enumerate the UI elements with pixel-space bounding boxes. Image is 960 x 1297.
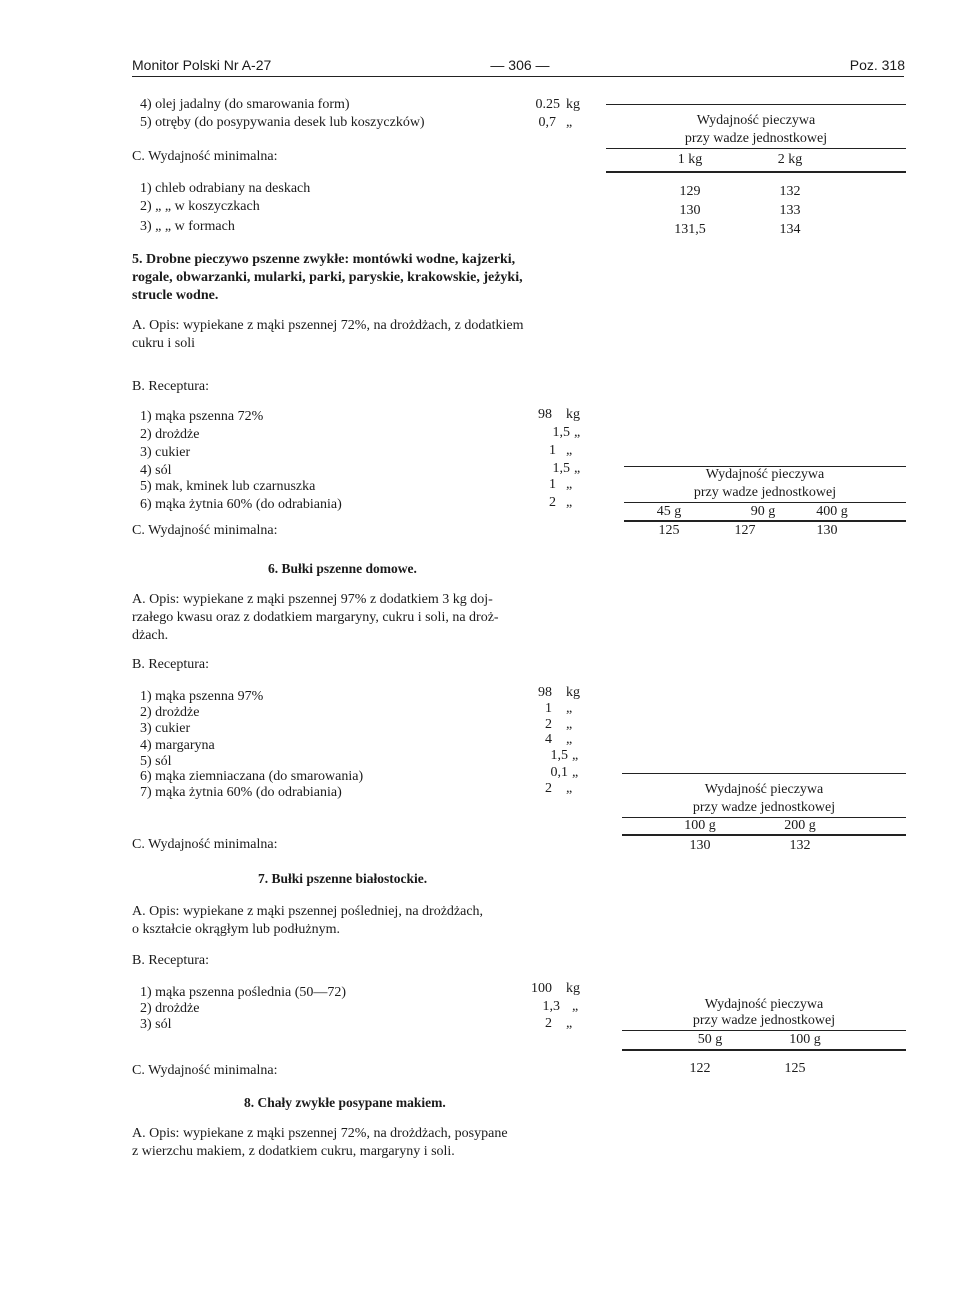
ingredient-qty: 2 bbox=[545, 717, 552, 732]
table-cell: 130 bbox=[816, 523, 838, 538]
ingredient-unit: „ bbox=[566, 781, 573, 796]
ingredient-item: 4) olej jadalny (do smarowania form) bbox=[140, 97, 350, 112]
ingredient-unit: „ bbox=[572, 999, 579, 1014]
section-7-yield-label: C. Wydajność minimalna: bbox=[132, 1063, 278, 1078]
column-header: 50 g bbox=[697, 1032, 723, 1047]
column-header: 100 g bbox=[789, 1032, 821, 1047]
table-rule bbox=[606, 104, 906, 105]
table-cell: 131,5 bbox=[674, 222, 706, 237]
ingredient-qty: 0.25 bbox=[535, 97, 560, 112]
ingredient-qty: 1 bbox=[545, 701, 552, 716]
ingredient-unit: „ bbox=[566, 443, 573, 458]
table-cell: 125 bbox=[658, 523, 680, 538]
ingredient-item: 3) sól bbox=[140, 1017, 172, 1032]
table-title: Wydajność pieczywa bbox=[705, 467, 825, 482]
column-header: 100 g bbox=[684, 818, 716, 833]
ingredient-unit: „ bbox=[566, 477, 573, 492]
table-cell: 132 bbox=[779, 184, 801, 199]
table-cell: 132 bbox=[789, 838, 811, 853]
ingredient-item: 4) margaryna bbox=[140, 738, 215, 753]
table-cell: 122 bbox=[689, 1061, 711, 1076]
table-cell: 133 bbox=[779, 203, 801, 218]
ingredient-unit: „ bbox=[566, 1016, 573, 1031]
header-rule bbox=[132, 76, 904, 77]
table-subtitle: przy wadze jednostkowej bbox=[684, 131, 828, 146]
section-5-description: A. Opis: wypiekane z mąki pszennej 72%, na drożdżach, z dodatkiem bbox=[132, 318, 524, 333]
section-6-description-cont: rzałego kwasu oraz z dodatkiem margaryny, cukru i soli, na droż- bbox=[132, 610, 499, 625]
ingredient-unit: kg bbox=[566, 981, 580, 996]
section-6-description-cont: dżach. bbox=[132, 628, 169, 643]
ingredient-qty: 1 bbox=[549, 477, 556, 492]
ingredient-unit: „ bbox=[574, 425, 581, 440]
section-5-recipe-label: B. Receptura: bbox=[132, 379, 209, 394]
ingredient-unit: „ bbox=[572, 765, 579, 780]
column-header: 200 g bbox=[784, 818, 816, 833]
table-cell: 130 bbox=[679, 203, 701, 218]
yield-label: C. Wydajność minimalna: bbox=[132, 149, 278, 164]
section-7-description-cont: o kształcie okrągłym lub podłużnym. bbox=[132, 922, 341, 937]
ingredient-item: 6) mąka żytnia 60% (do odrabiania) bbox=[140, 497, 342, 512]
ingredient-item: 2) drożdże bbox=[140, 427, 200, 442]
ingredient-unit: „ bbox=[566, 495, 573, 510]
publication-title: Monitor Polski Nr A-27 bbox=[132, 57, 272, 73]
section-6-description: A. Opis: wypiekane z mąki pszennej 97% z dodatkiem 3 kg doj- bbox=[132, 592, 493, 607]
product-item: 1) chleb odrabiany na deskach bbox=[140, 181, 311, 196]
table-rule bbox=[606, 171, 906, 173]
ingredient-unit: „ bbox=[566, 701, 573, 716]
ingredient-qty: 1,3 bbox=[542, 999, 560, 1014]
section-6-recipe-label: B. Receptura: bbox=[132, 657, 209, 672]
table-cell: 130 bbox=[689, 838, 711, 853]
table-cell: 127 bbox=[734, 523, 756, 538]
ingredient-qty: 98 bbox=[538, 685, 552, 700]
column-header: 2 kg bbox=[777, 152, 803, 167]
ingredient-item: 1) mąka pszenna 72% bbox=[140, 409, 264, 424]
ingredient-unit: „ bbox=[566, 732, 573, 747]
ingredient-unit: „ bbox=[566, 717, 573, 732]
column-header: 400 g bbox=[816, 504, 848, 519]
table-subtitle: przy wadze jednostkowej bbox=[693, 485, 837, 500]
ingredient-qty: 1 bbox=[549, 443, 556, 458]
table-cell: 129 bbox=[679, 184, 701, 199]
section-5-heading-cont: rogale, obwarzanki, mularki, parki, paryskie, krakowskie, jeżyki, bbox=[132, 270, 523, 285]
ingredient-item: 5) mak, kminek lub czarnuszka bbox=[140, 479, 316, 494]
column-header: 1 kg bbox=[677, 152, 703, 167]
table-cell: 125 bbox=[784, 1061, 806, 1076]
ingredient-item: 6) mąka ziemniaczana (do smarowania) bbox=[140, 769, 364, 784]
table-title: Wydajność pieczywa bbox=[704, 782, 824, 797]
section-7-description: A. Opis: wypiekane z mąki pszennej pośledniej, na drożdżach, bbox=[132, 904, 484, 919]
table-rule bbox=[622, 834, 906, 836]
ingredient-qty: 2 bbox=[545, 781, 552, 796]
page-number: — 306 — bbox=[490, 57, 550, 73]
ingredient-item: 7) mąka żytnia 60% (do odrabiania) bbox=[140, 785, 342, 800]
ingredient-qty: 0,1 bbox=[550, 765, 568, 780]
ingredient-item: 3) cukier bbox=[140, 445, 191, 460]
section-8-description: A. Opis: wypiekane z mąki pszennej 72%, na drożdżach, posypane bbox=[132, 1126, 508, 1141]
ingredient-unit: „ bbox=[574, 461, 581, 476]
ingredient-item: 2) drożdże bbox=[140, 1001, 200, 1016]
ingredient-qty: 1,5 bbox=[552, 461, 570, 476]
ingredient-qty: 98 bbox=[538, 407, 552, 422]
product-item: 3) „ „ w formach bbox=[140, 219, 235, 234]
ingredient-item: 2) drożdże bbox=[140, 705, 200, 720]
table-title: Wydajność pieczywa bbox=[704, 997, 824, 1012]
ingredient-unit: „ bbox=[566, 115, 573, 130]
section-5-heading: 5. Drobne pieczywo pszenne zwykłe: montówki wodne, kajzerki, bbox=[132, 252, 516, 267]
table-rule bbox=[622, 773, 906, 774]
ingredient-qty: 2 bbox=[549, 495, 556, 510]
product-item: 2) „ „ w koszyczkach bbox=[140, 199, 260, 214]
ingredient-item: 1) mąka pszenna poślednia (50—72) bbox=[140, 985, 347, 1000]
section-5-description-cont: cukru i soli bbox=[132, 336, 195, 351]
ingredient-item: 5) otręby (do posypywania desek lub koszyczków) bbox=[140, 115, 425, 130]
ingredient-qty: 4 bbox=[545, 732, 552, 747]
column-header: 90 g bbox=[750, 504, 776, 519]
table-rule bbox=[606, 148, 906, 149]
ingredient-qty: 100 bbox=[531, 981, 552, 996]
ingredient-unit: kg bbox=[566, 685, 580, 700]
table-cell: 134 bbox=[779, 222, 801, 237]
ingredient-qty: 1,5 bbox=[552, 425, 570, 440]
table-subtitle: przy wadze jednostkowej bbox=[692, 800, 836, 815]
section-7-recipe-label: B. Receptura: bbox=[132, 953, 209, 968]
ingredient-unit: kg bbox=[566, 97, 580, 112]
position-number: Poz. 318 bbox=[849, 57, 905, 73]
table-rule bbox=[622, 1049, 906, 1051]
section-8-heading: 8. Chały zwykłe posypane makiem. bbox=[244, 1095, 446, 1110]
section-5-yield-label: C. Wydajność minimalna: bbox=[132, 523, 278, 538]
ingredient-qty: 2 bbox=[545, 1016, 552, 1031]
ingredient-item: 3) cukier bbox=[140, 721, 191, 736]
ingredient-item: 4) sól bbox=[140, 463, 172, 478]
ingredient-unit: „ bbox=[572, 748, 579, 763]
table-title: Wydajność pieczywa bbox=[696, 113, 816, 128]
section-6-heading: 6. Bułki pszenne domowe. bbox=[268, 561, 417, 576]
column-header: 45 g bbox=[656, 504, 682, 519]
section-5-heading-cont: strucle wodne. bbox=[132, 288, 219, 303]
ingredient-item: 1) mąka pszenna 97% bbox=[140, 689, 264, 704]
ingredient-qty: 0,7 bbox=[538, 115, 556, 130]
ingredient-qty: 1,5 bbox=[550, 748, 568, 763]
section-8-description-cont: z wierzchu makiem, z dodatkiem cukru, margaryny i soli. bbox=[132, 1144, 455, 1159]
table-subtitle: przy wadze jednostkowej bbox=[692, 1013, 836, 1028]
section-6-yield-label: C. Wydajność minimalna: bbox=[132, 837, 278, 852]
ingredient-unit: kg bbox=[566, 407, 580, 422]
section-7-heading: 7. Bułki pszenne białostockie. bbox=[258, 871, 428, 886]
ingredient-item: 5) sól bbox=[140, 754, 172, 769]
